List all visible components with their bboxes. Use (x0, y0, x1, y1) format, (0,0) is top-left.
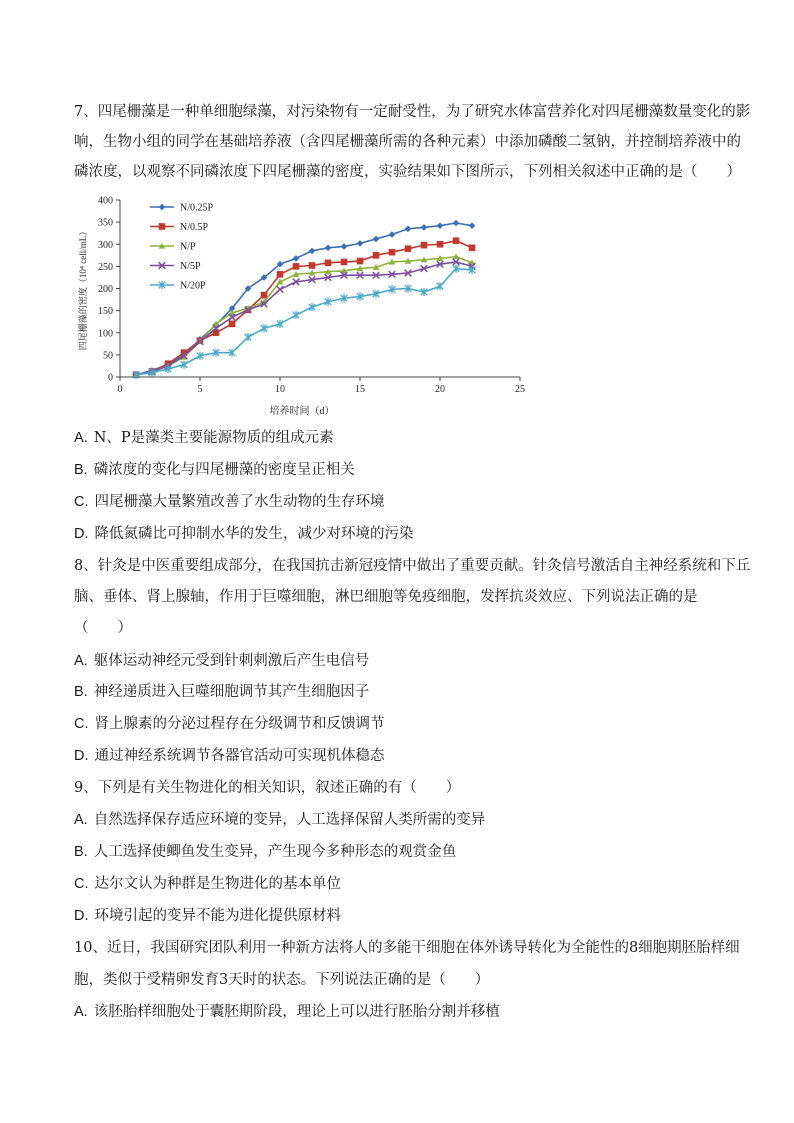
q8-option-d[interactable] (74, 746, 385, 766)
legend-label: N/P (180, 241, 196, 253)
option-text: 磷浓度的变化与四尾栅藻的密度呈正相关 (93, 462, 355, 478)
data-point (293, 311, 300, 319)
q10-line-2: 胞，类似于受精卵发育3天时的状态。下列说法正确的是（ ） (74, 972, 490, 988)
x-tick-label: 5 (197, 384, 203, 395)
q10-line-1: 10、近日，我国研究团队利用一种新方法将人的多能干细胞在体外诱导转化为全能性的8细胞期胚胎样细 (74, 940, 740, 956)
y-tick-label: 300 (98, 239, 113, 251)
option-letter: A. (74, 653, 88, 669)
q7-option-b[interactable] (74, 460, 355, 480)
legend-label: N/20P (180, 280, 206, 292)
q9-option-c[interactable] (74, 874, 341, 894)
q9-option-a[interactable] (74, 810, 485, 830)
q8-line-1: 8、针灸是中医重要组成部分，在我国抗击新冠疫情中做出了重要贡献。针灸信号激活自主神经系统和下丘 (74, 558, 751, 574)
data-point (325, 244, 332, 251)
q8-option-b[interactable] (74, 682, 369, 702)
series-n-5p (133, 259, 476, 378)
x-tick-label: 15 (355, 384, 365, 395)
q8-option-c[interactable] (74, 714, 385, 734)
data-point (159, 223, 166, 230)
y-tick-label: 350 (98, 217, 113, 229)
data-point (453, 220, 460, 227)
option-text: N、P是藻类主要能源物质的组成元素 (93, 430, 334, 446)
data-point (341, 243, 348, 250)
data-point (437, 241, 444, 248)
y-tick-label: 50 (103, 350, 113, 362)
option-text: 降低氮磷比可抑制水华的发生，减少对环境的污染 (94, 526, 414, 542)
option-letter: A. (74, 430, 88, 446)
x-tick-label: 25 (515, 384, 525, 395)
q7-line-1: 7、四尾栅藻是一种单细胞绿藻，对污染物有一定耐受性，为了研究水体富营养化对四尾栅藻数量变化的影 (74, 104, 751, 120)
option-letter: B. (74, 462, 88, 478)
option-text: 神经递质进入巨噬细胞调节其产生细胞因子 (93, 684, 370, 700)
data-point (373, 252, 380, 259)
q7-line-2: 响，生物小组的同学在基础培养液（含四尾栅藻所需的各种元素）中添加磷酸二氢钠，并控制培养液中的 (74, 134, 741, 150)
data-point (357, 258, 364, 265)
q7-option-c[interactable] (74, 492, 385, 512)
data-point (469, 222, 476, 229)
series-line (136, 257, 472, 375)
option-letter: D. (74, 748, 89, 764)
legend-item (150, 261, 201, 272)
q8-line-2: 脑、垂体、肾上腺轴，作用于巨噬细胞，淋巴细胞等免疫细胞，发挥抗炎效应、下列说法正确的是 (74, 589, 698, 605)
option-text: 达尔文认为种群是生物进化的基本单位 (94, 876, 341, 892)
legend-item (150, 222, 209, 233)
option-letter: B. (74, 844, 88, 860)
data-point (293, 255, 300, 262)
data-point (309, 248, 316, 255)
option-letter: C. (74, 876, 89, 892)
data-point (405, 225, 412, 232)
option-letter: D. (74, 526, 89, 542)
q9-option-b[interactable] (74, 842, 456, 862)
option-text: 四尾栅藻大量繁殖改善了水生动物的生存环境 (94, 494, 385, 510)
legend-label: N/0.5P (180, 222, 209, 233)
option-letter: B. (74, 684, 88, 700)
y-tick-label: 400 (98, 195, 113, 207)
legend-label: N/5P (180, 261, 201, 272)
y-tick-label: 100 (98, 328, 113, 340)
option-text: 躯体运动神经元受到针刺刺激后产生电信号 (93, 653, 370, 669)
q9-option-d[interactable] (74, 906, 341, 926)
data-point (341, 259, 348, 266)
legend-item (150, 203, 214, 214)
data-point (293, 263, 300, 270)
x-axis-label: 培养时间（d） (269, 406, 335, 417)
option-letter: D. (74, 908, 89, 924)
data-point (453, 237, 460, 244)
data-point (159, 204, 166, 211)
option-letter: C. (74, 494, 89, 510)
option-text: 肾上腺素的分泌过程存在分级调节和反馈调节 (94, 716, 385, 732)
data-point (373, 236, 380, 243)
data-point (389, 231, 396, 238)
legend-item (150, 281, 206, 292)
legend-item (150, 242, 196, 253)
q8-option-a[interactable] (74, 651, 369, 671)
legend-label: N/0.25P (180, 202, 214, 214)
option-letter: C. (74, 716, 89, 732)
option-text: 该胚胎样细胞处于囊胚期阶段，理论上可以进行胚胎分割并移植 (93, 1004, 500, 1020)
q10-option-a[interactable] (74, 1002, 500, 1022)
q7-option-a[interactable] (74, 428, 334, 448)
option-text: 人工选择使鲫鱼发生变异，产生现今多种形态的观赏金鱼 (93, 844, 457, 860)
data-point (245, 333, 252, 341)
option-text: 环境引起的变异不能为进化提供原材料 (94, 908, 341, 924)
data-point (389, 249, 396, 256)
data-point (469, 244, 476, 251)
data-point (421, 224, 428, 231)
data-point (261, 292, 268, 299)
x-tick-label: 10 (275, 384, 285, 395)
data-point (277, 271, 284, 278)
option-letter: A. (74, 1004, 88, 1020)
data-point (309, 262, 316, 269)
data-point (405, 245, 412, 252)
y-axis-label: 四尾栅藻的密度（10⁴ cell/mL） (78, 226, 88, 351)
option-text: 自然选择保存适应环境的变异，人工选择保留人类所需的变异 (93, 812, 486, 828)
y-tick-label: 200 (98, 284, 113, 295)
x-tick-label: 20 (435, 384, 445, 395)
y-tick-label: 150 (98, 306, 113, 318)
y-tick-label: 0 (108, 372, 113, 384)
data-point (277, 286, 284, 293)
data-point (357, 240, 364, 247)
x-tick-label: 0 (117, 384, 123, 395)
q9-line-1: 9、下列是有关生物进化的相关知识，叙述正确的有（ ） (74, 780, 461, 796)
y-tick-label: 250 (98, 261, 113, 273)
q7-option-d[interactable] (74, 524, 414, 544)
data-point (437, 222, 444, 229)
data-point (325, 260, 332, 267)
q7-line-3: 磷浓度，以观察不同磷浓度下四尾栅藻的密度，实验结果如下图所示，下列相关叙述中正确的是（ ） (74, 164, 741, 180)
algae-density-chart (74, 190, 534, 420)
q8-line-3: （ ） (74, 620, 132, 636)
option-text: 通过神经系统调节各器官活动可实现机体稳态 (94, 748, 385, 764)
data-point (421, 242, 428, 249)
data-point (229, 321, 236, 328)
option-letter: A. (74, 812, 88, 828)
